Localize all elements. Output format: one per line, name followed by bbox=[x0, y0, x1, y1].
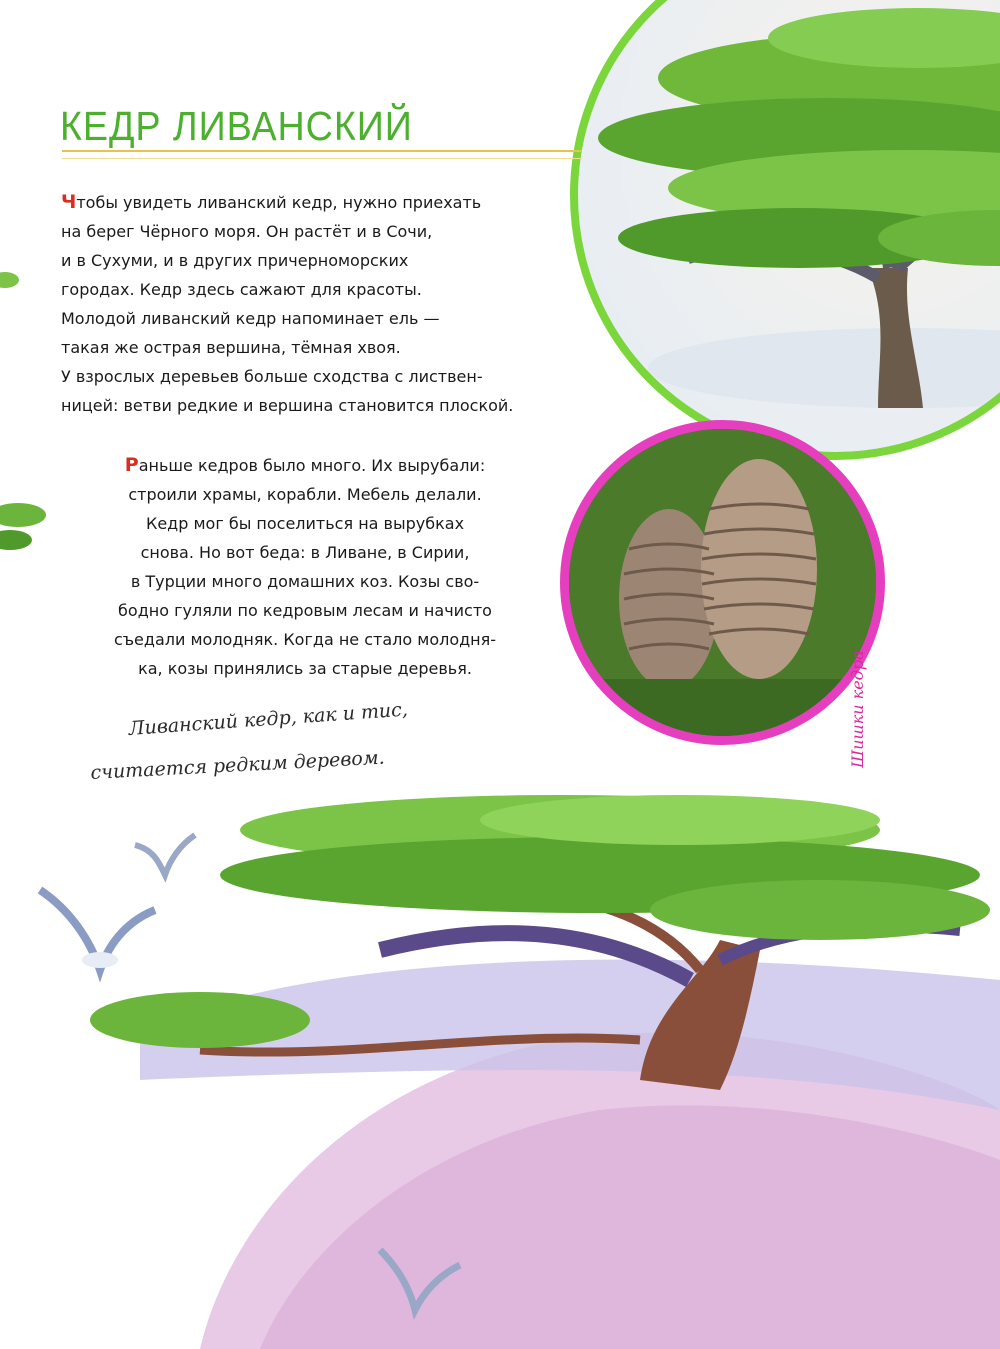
text-line: бодно гуляли по кедровым лесам и начисто bbox=[118, 601, 492, 620]
text-line: такая же острая вершина, тёмная хвоя. bbox=[61, 338, 401, 357]
paragraph-line bbox=[61, 188, 591, 217]
paragraph-line bbox=[55, 451, 555, 480]
paragraph-1 bbox=[61, 188, 591, 420]
handwritten-note-line-1: Ливанский кедр, как и тис, bbox=[128, 698, 409, 740]
text-line: аньше кедров было много. Их вырубали: bbox=[138, 456, 486, 475]
text-line: Молодой ливанский кедр напоминает ель — bbox=[61, 309, 440, 328]
text-line: съедали молодняк. Когда не стало молодня- bbox=[113, 630, 497, 649]
text-line: городах. Кедр здесь сажают для красоты. bbox=[61, 280, 422, 299]
foliage-fragment bbox=[0, 490, 50, 560]
text-line: на берег Чёрного моря. Он растёт и в Сочи, bbox=[61, 222, 433, 241]
drop-letter: Р bbox=[124, 454, 139, 476]
text-line: Кедр мог бы поселиться на вырубках bbox=[145, 514, 465, 533]
text-line: ницей: ветви редкие и вершина становится плоской. bbox=[61, 396, 514, 415]
cedar-cones-photo bbox=[569, 429, 885, 745]
drop-letter: Ч bbox=[61, 191, 77, 213]
seagull-bird bbox=[375, 1240, 465, 1330]
text-line: снова. Но вот беда: в Ливане, в Сирии, bbox=[140, 543, 470, 562]
text-line: строили храмы, корабли. Мебель делали. bbox=[128, 485, 482, 504]
cedar-cones-circle-photo bbox=[560, 420, 885, 745]
cedar-tree-painting bbox=[578, 0, 1000, 460]
cedar-tree-circle-illustration bbox=[570, 0, 1000, 460]
text-line: У взрослых деревьев больше сходства с листвен- bbox=[61, 367, 483, 386]
text-line: тобы увидеть ливанский кедр, нужно приехать bbox=[76, 193, 482, 212]
seagull-bird bbox=[30, 880, 160, 990]
foliage-fragment bbox=[0, 260, 30, 300]
paragraph-2 bbox=[55, 451, 555, 683]
cones-caption: Шишки кедра bbox=[848, 650, 867, 768]
handwritten-note-line-2: считается редким деревом. bbox=[90, 746, 386, 784]
text-line: ка, козы принялись за старые деревья. bbox=[138, 659, 472, 678]
text-line: в Турции много домашних коз. Козы сво- bbox=[130, 572, 480, 591]
title-underline bbox=[62, 150, 582, 159]
text-line: и в Сухуми, и в других причерноморских bbox=[61, 251, 409, 270]
page-title: КЕДР ЛИВАНСКИЙ bbox=[60, 103, 413, 149]
